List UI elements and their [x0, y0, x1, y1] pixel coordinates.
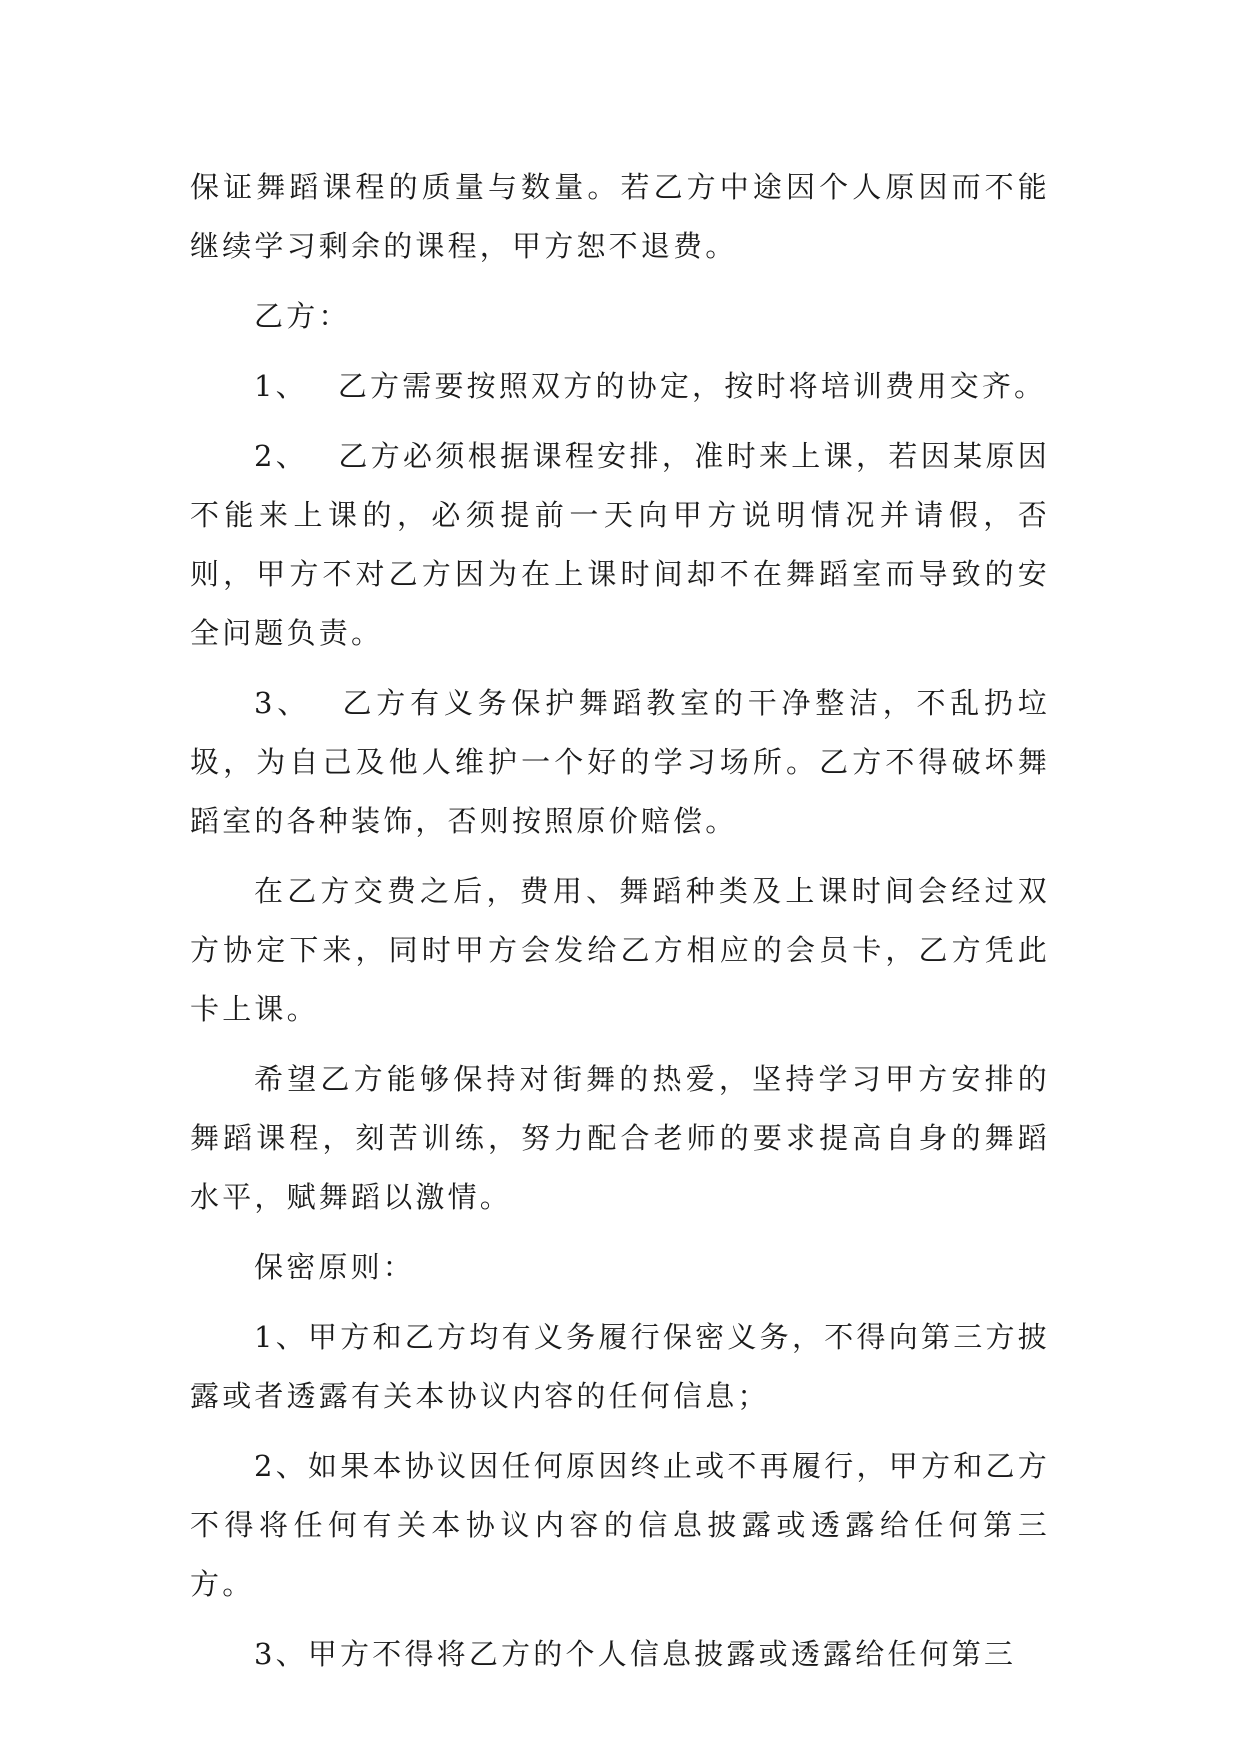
list-number: 3、	[254, 686, 311, 720]
paragraph-course-quality: 保证舞蹈课程的质量与数量。若乙方中途因个人原因而不能继续学习剩余的课程，甲方恕不退费。	[190, 170, 1050, 263]
list-item-3	[190, 674, 1050, 851]
paragraph-hope-training: 希望乙方能够保持对街舞的热爱，坚持学习甲方安排的舞蹈课程，刻苦训练，努力配合老师的要求提高自身的舞蹈水平，赋舞蹈以激情。	[190, 1062, 1050, 1214]
confidentiality-clause-3: 3、甲方不得将乙方的个人信息披露或透露给任何第三	[254, 1637, 1017, 1671]
list-item-text: 乙方必须根据课程安排，准时来上课，若因某原因不能来上课的，必须提前一天向甲方说明情况并请假，否则，甲方不对乙方因为在上课时间却不在舞蹈室而导致的安全问题负责。	[190, 439, 1050, 650]
list-item-text: 乙方需要按照双方的协定，按时将培训费用交齐。	[337, 369, 1047, 403]
list-item-1	[190, 357, 1050, 416]
section-heading-confidentiality: 保密原则：	[254, 1250, 416, 1284]
confidentiality-clause-1: 1、甲方和乙方均有义务履行保密义务，不得向第三方披露或者透露有关本协议内容的任何信息；	[190, 1320, 1050, 1413]
section-heading-party-b: 乙方：	[254, 299, 351, 333]
list-number: 1、	[254, 369, 308, 403]
confidentiality-clause-2: 2、如果本协议因任何原因终止或不再履行，甲方和乙方不得将任何有关本协议内容的信息披露或透露给任何第三方。	[190, 1449, 1050, 1601]
list-item-2	[190, 427, 1050, 663]
document-body	[190, 158, 1050, 1695]
list-number: 2、	[254, 439, 309, 473]
list-item-text: 乙方有义务保护舞蹈教室的干净整洁，不乱扔垃圾，为自己及他人维护一个好的学习场所。乙方不得破坏舞蹈室的各种装饰，否则按照原价赔偿。	[190, 686, 1050, 838]
paragraph-membership-card: 在乙方交费之后，费用、舞蹈种类及上课时间会经过双方协定下来，同时甲方会发给乙方相应的会员卡，乙方凭此卡上课。	[190, 874, 1050, 1026]
